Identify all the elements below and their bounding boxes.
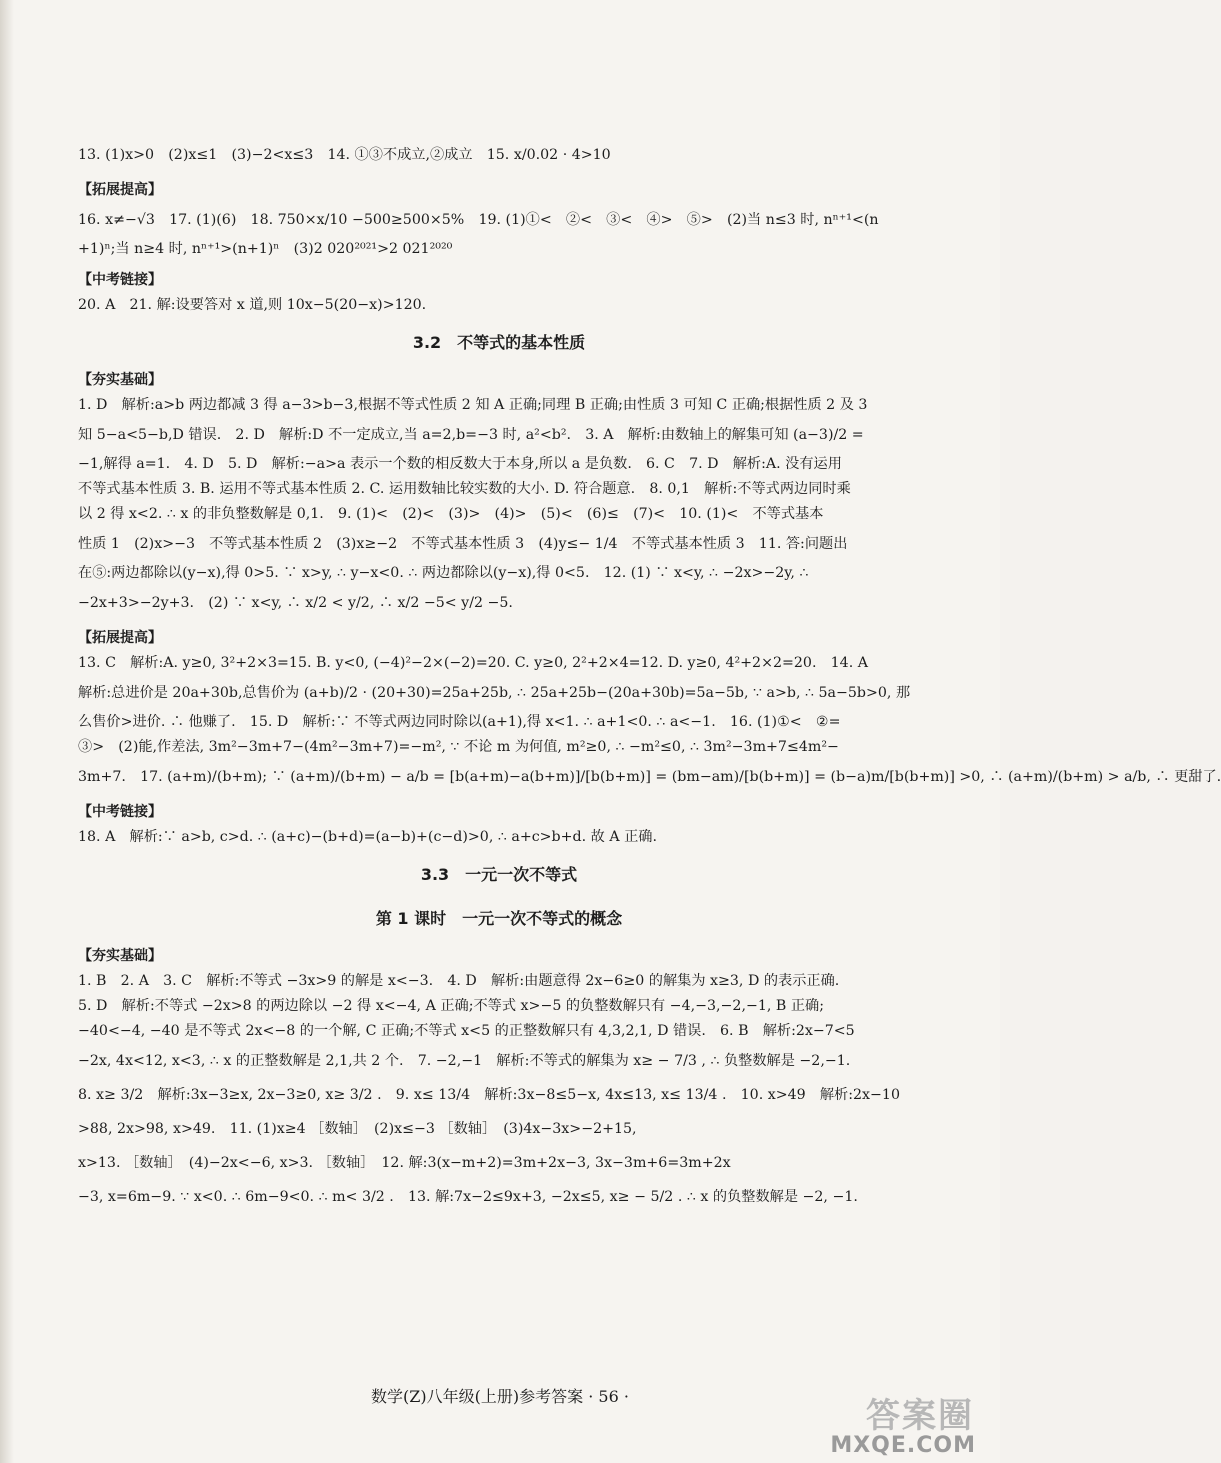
answer-line: 13. (1)x>0 (2)x≤1 (3)−2<x≤3 14. ①③不成立,②成立 15. x/0.02 · 4>10 bbox=[78, 147, 611, 163]
answer-line: 解析:总进价是 20a+30b,总售价为 (a+b)/2 · (20+30)=25a+25b, ∴ 25a+25b−(20a+30b)=5a−5b, ∵ a>b, ∴ 5a−5b>0, 那 bbox=[78, 685, 911, 701]
answer-line: +1)ⁿ;当 n≥4 时, nⁿ⁺¹>(n+1)ⁿ (3)2 020²⁰²¹>2 021²⁰²⁰ bbox=[78, 241, 453, 257]
answer-line: −2x+3>−2y+3. (2) ∵ x<y, ∴ x/2 < y/2, ∴ x/2 −5< y/2 −5. bbox=[78, 595, 513, 611]
watermark bbox=[807, 1388, 982, 1460]
answer-line: 5. D 解析:不等式 −2x>8 的两边除以 −2 得 x<−4, A 正确;不等式 x>−5 的负整数解只有 −4,−3,−2,−1, B 正确; bbox=[78, 998, 824, 1014]
section-label: 【夯实基础】 bbox=[78, 948, 162, 964]
section-label: 【中考链接】 bbox=[78, 804, 162, 820]
answer-line: ③> (2)能,作差法, 3m²−3m+7−(4m²−3m+7)=−m², ∵ 不论 m 为何值, m²≥0, ∴ −m²≤0, ∴ 3m²−3m+7≤4m²− bbox=[78, 739, 839, 755]
answer-line: 知 5−a<5−b,D 错误. 2. D 解析:D 不一定成立,当 a=2,b=−3 时, a²<b². 3. A 解析:由数轴上的解集可知 (a−3)/2 = bbox=[78, 427, 864, 443]
answer-line: 以 2 得 x<2. ∴ x 的非负整数解是 0,1. 9. (1)< (2)< (3)> (4)> (5)< (6)≤ (7)< 10. (1)< 不等式基本 bbox=[78, 506, 824, 522]
answer-line: 在⑤:两边都除以(y−x),得 0>5. ∵ x>y, ∴ y−x<0. ∴ 两边都除以(y−x),得 0<5. 12. (1) ∵ x<y, ∴ −2x>−2y, ∴ bbox=[78, 565, 809, 581]
section-title: 第 1 课时 一元一次不等式的概念 bbox=[375, 909, 623, 928]
answer-line: −3, x=6m−9. ∵ x<0. ∴ 6m−9<0. ∴ m< 3/2 . 13. 解:7x−2≤9x+3, −2x≤5, x≥ − 5/2 . ∴ x 的负整数解是 −2, −1. bbox=[78, 1189, 858, 1205]
answer-line: 20. A 21. 解:设要答对 x 道,则 10x−5(20−x)>120. bbox=[78, 297, 427, 313]
watermark-logo: 答案圈 bbox=[866, 1396, 974, 1436]
section-label: 【拓展提高】 bbox=[78, 630, 162, 646]
answer-line: 不等式基本性质 3. B. 运用不等式基本性质 2. C. 运用数轴比较实数的大小. D. 符合题意. 8. 0,1 解析:不等式两边同时乘 bbox=[78, 481, 851, 497]
answer-line: 16. x≠−√3 17. (1)(6) 18. 750×x/10 −500≥500×5% 19. (1)①< ②< ③< ④> ⑤> (2)当 n≤3 时, nⁿ⁺¹<(n bbox=[78, 212, 879, 228]
answer-line: 13. C 解析:A. y≥0, 3²+2×3=15. B. y<0, (−4)²−2×(−2)=20. C. y≥0, 2²+2×4=12. D. y≥0, 4²+2×2=20. 14. A bbox=[78, 655, 868, 671]
answer-line: 3m+7. 17. (a+m)/(b+m); ∵ (a+m)/(b+m) − a/b = [b(a+m)−a(b+m)]/[b(b+m)] = (bm−am)/[b(b+m)] = (b−a)m/[b(b+m)] >0, ∴ (a+m)/(b+m) > a/b, ∴ 更甜了. bbox=[78, 769, 1221, 785]
binding-shadow bbox=[0, 0, 14, 1463]
answer-line: 么售价>进价. ∴ 他赚了. 15. D 解析:∵ 不等式两边同时除以(a+1),得 x<1. ∴ a+1<0. ∴ a<−1. 16. (1)①< ②= bbox=[78, 714, 841, 730]
section-title: 3.3 一元一次不等式 bbox=[420, 865, 578, 884]
answer-line: −40<−4, −40 是不等式 2x<−8 的一个解, C 正确;不等式 x<5 的正整数解只有 4,3,2,1, D 错误. 6. B 解析:2x−7<5 bbox=[78, 1023, 855, 1039]
answer-line: 1. B 2. A 3. C 解析:不等式 −3x>9 的解是 x<−3. 4. D 解析:由题意得 2x−6≥0 的解集为 x≥3, D 的表示正确. bbox=[78, 973, 840, 989]
answer-line: −2x, 4x<12, x<3, ∴ x 的正整数解是 2,1,共 2 个. 7. −2,−1 解析:不等式的解集为 x≥ − 7/3 , ∴ 负整数解是 −2,−1. bbox=[78, 1053, 851, 1069]
section-label: 【拓展提高】 bbox=[78, 182, 162, 198]
answer-line: x>13. ［数轴］ (4)−2x<−6, x>3. ［数轴］ 12. 解:3(x−m+2)=3m+2x−3, 3x−3m+6=3m+2x bbox=[78, 1155, 731, 1171]
answer-line: −1,解得 a=1. 4. D 5. D 解析:−a>a 表示一个数的相反数大于本身,所以 a 是负数. 6. C 7. D 解析:A. 没有运用 bbox=[78, 456, 842, 472]
answer-content bbox=[78, 138, 1221, 1214]
section-label: 【夯实基础】 bbox=[78, 372, 162, 388]
section-title: 3.2 不等式的基本性质 bbox=[412, 333, 586, 352]
section-label: 【中考链接】 bbox=[78, 272, 162, 288]
page-footer: 数学(Z)八年级(上册)参考答案 · 56 · bbox=[371, 1387, 629, 1406]
answer-line: >88, 2x>98, x>49. 11. (1)x≥4 ［数轴］ (2)x≤−3 ［数轴］ (3)4x−3x>−2+15, bbox=[78, 1121, 637, 1137]
answer-line: 1. D 解析:a>b 两边都减 3 得 a−3>b−3,根据不等式性质 2 知 A 正确;同理 B 正确;由性质 3 可知 C 正确;根据性质 2 及 3 bbox=[78, 397, 868, 413]
answer-line: 性质 1 (2)x>−3 不等式基本性质 2 (3)x≥−2 不等式基本性质 3 (4)y≤− 1/4 不等式基本性质 3 11. 答:问题出 bbox=[78, 536, 848, 552]
watermark-site: MXQE.COM bbox=[830, 1433, 976, 1458]
answer-line: 18. A 解析:∵ a>b, c>d. ∴ (a+c)−(b+d)=(a−b)+(c−d)>0, ∴ a+c>b+d. 故 A 正确. bbox=[78, 829, 657, 845]
answer-line: 8. x≥ 3/2 解析:3x−3≥x, 2x−3≥0, x≥ 3/2 . 9. x≤ 13/4 解析:3x−8≤5−x, 4x≤13, x≤ 13/4 . 10. x>49 解析:2x−10 bbox=[78, 1087, 900, 1103]
